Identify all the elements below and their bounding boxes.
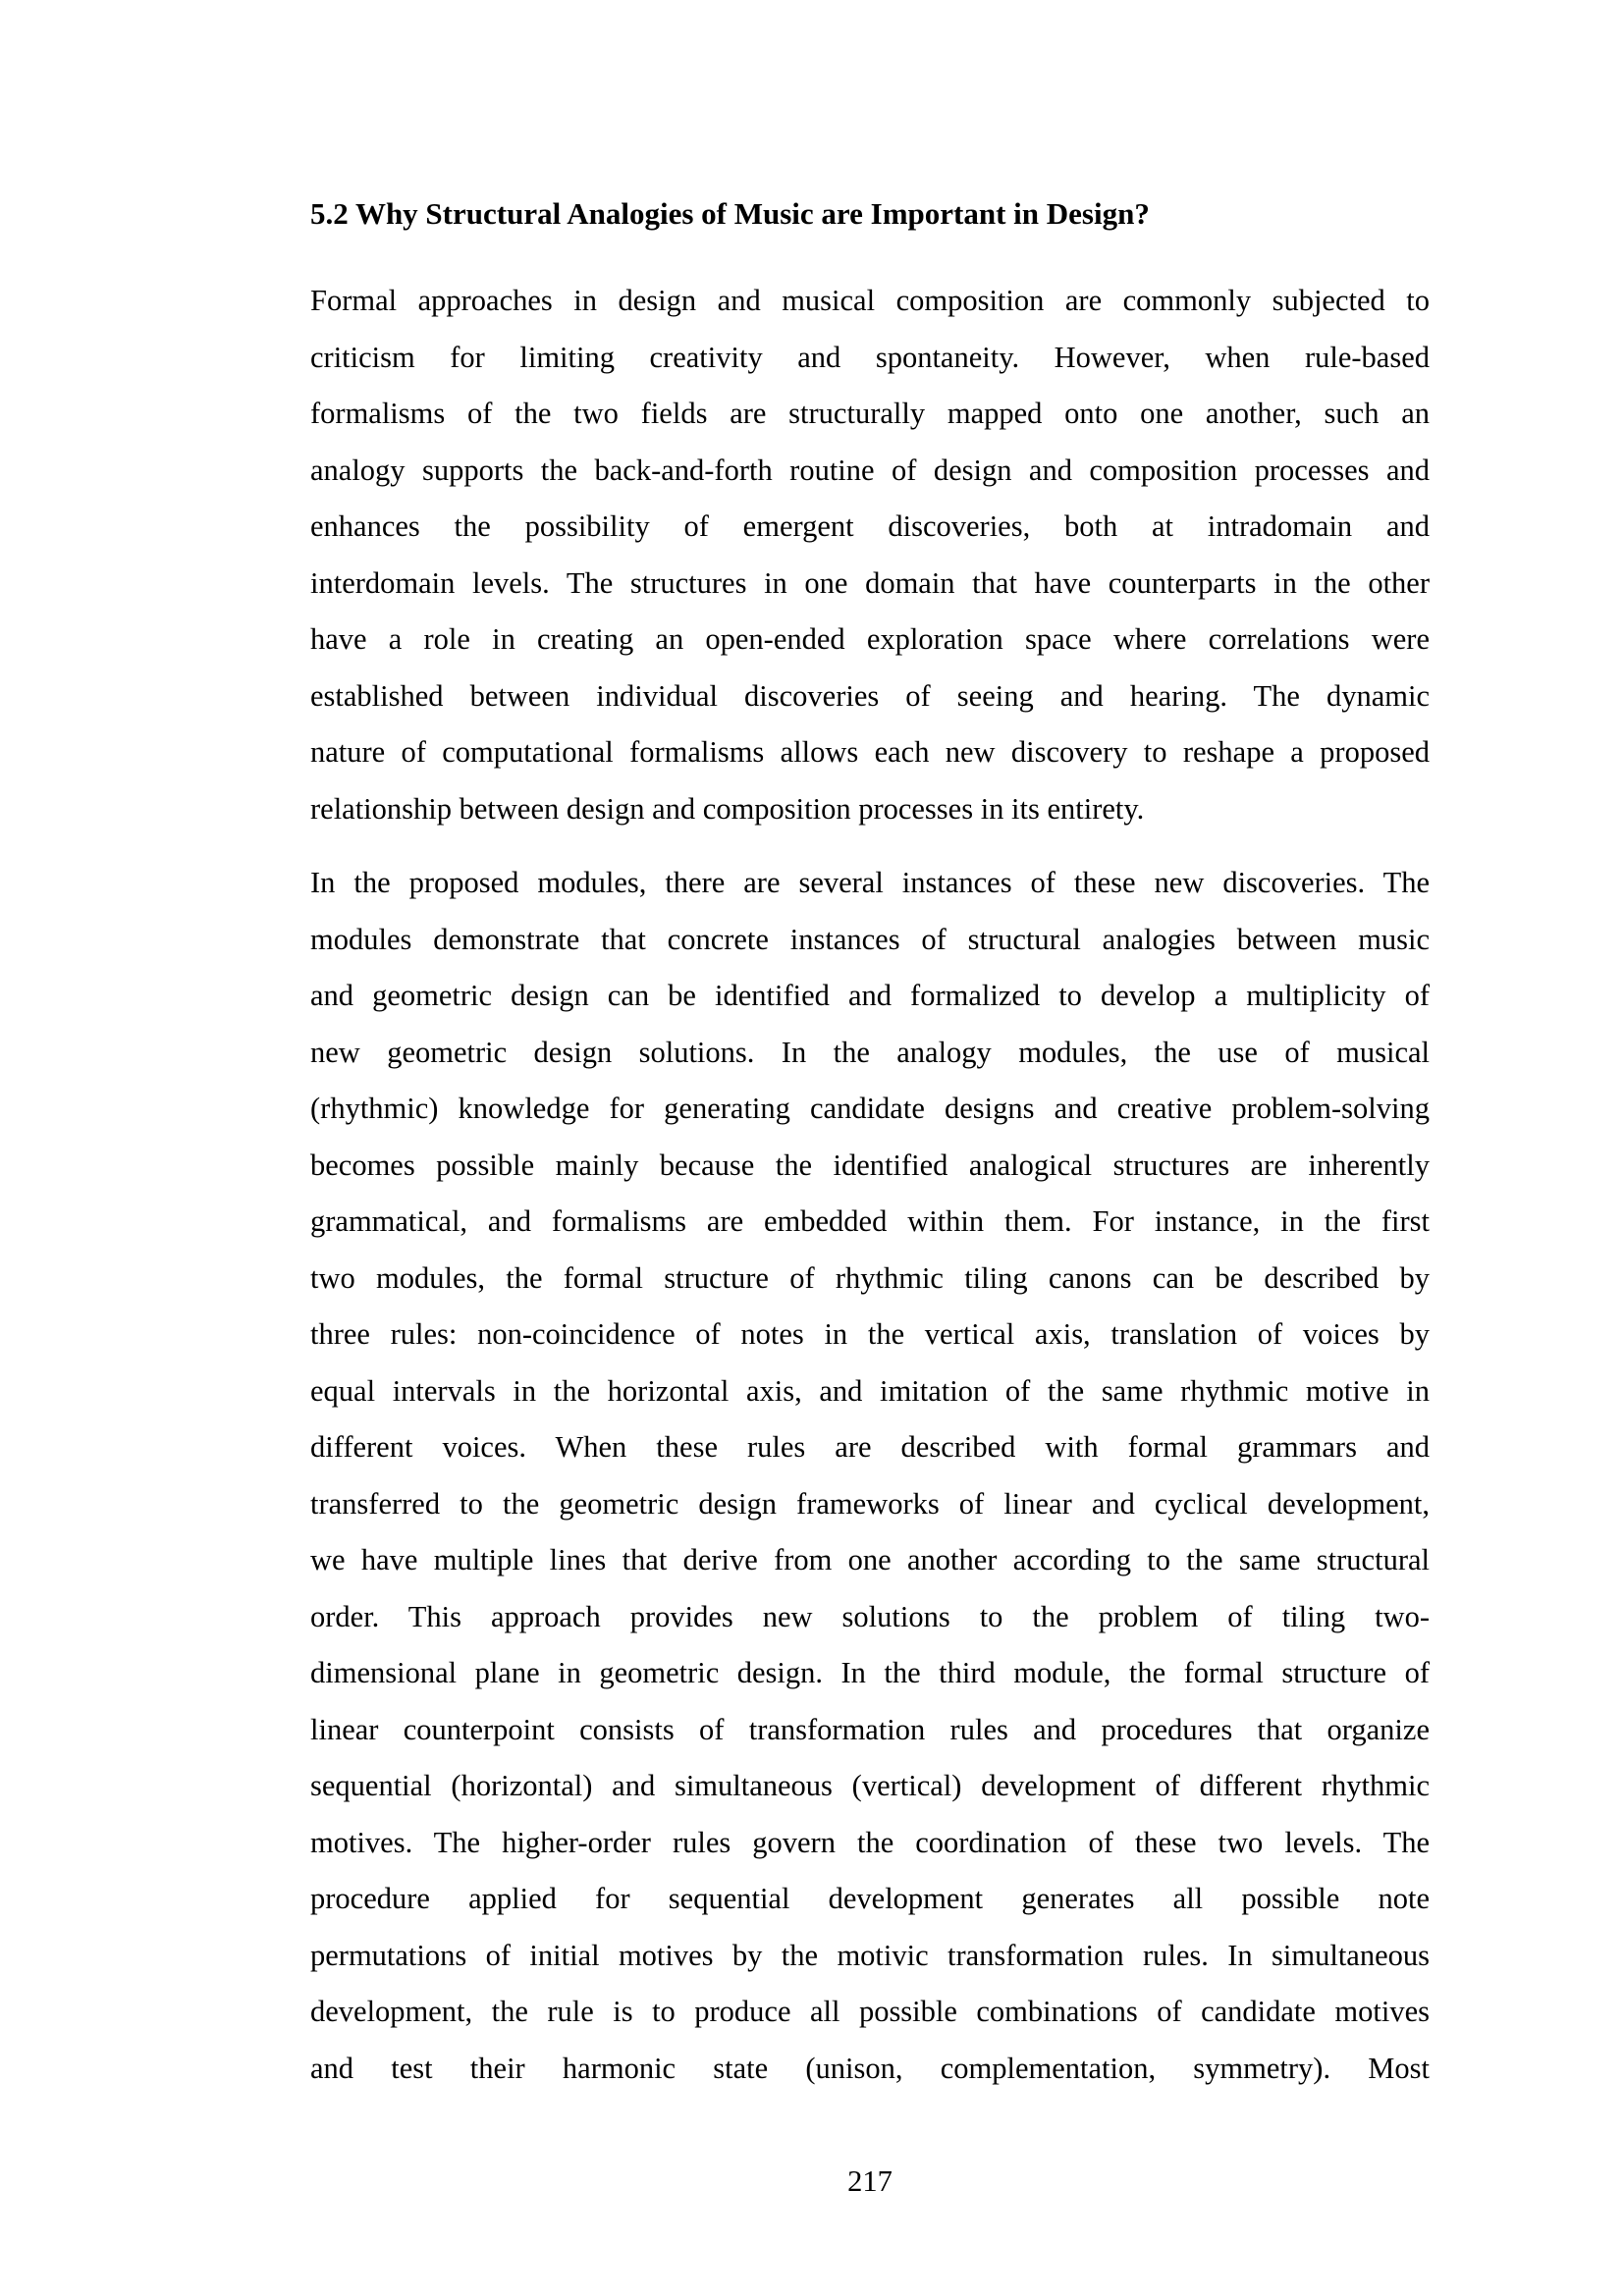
text-line: grammatical, and formalisms are embedded within them. For instance, in the first	[310, 1204, 1430, 1238]
text-line: modules demonstrate that concrete instances of structural analogies between music	[310, 922, 1430, 956]
text-line: criticism for limiting creativity and spontaneity. However, when rule-based	[310, 340, 1430, 374]
text-line: we have multiple lines that derive from one another according to the same structural	[310, 1543, 1430, 1576]
text-line: order. This approach provides new solutions to the problem of tiling two-	[310, 1599, 1430, 1633]
text-line: becomes possible mainly because the identified analogical structures are inherently	[310, 1148, 1430, 1182]
text-line: three rules: non-coincidence of notes in the vertical axis, translation of voices by	[310, 1317, 1430, 1351]
text-line: motives. The higher-order rules govern the coordination of these two levels. The	[310, 1825, 1430, 1859]
text-line: transferred to the geometric design frameworks of linear and cyclical development,	[310, 1486, 1430, 1521]
text-line: interdomain levels. The structures in one domain that have counterparts in the other	[310, 565, 1430, 600]
text-line: equal intervals in the horizontal axis, and imitation of the same rhythmic motive in	[310, 1373, 1430, 1408]
text-line: nature of computational formalisms allows each new discovery to reshape a proposed	[310, 735, 1430, 769]
text-line: have a role in creating an open-ended exploration space where correlations were	[310, 622, 1430, 656]
text-line: (rhythmic) knowledge for generating candidate designs and creative problem-solving	[310, 1092, 1430, 1125]
text-line: formalisms of the two fields are structurally mapped onto one another, such an	[310, 397, 1430, 430]
text-line: established between individual discoveries of seeing and hearing. The dynamic	[310, 678, 1430, 713]
text-line: relationship between design and composition processes in its entirety.	[310, 791, 1145, 826]
text-line: procedure applied for sequential development generates all possible note	[310, 1882, 1430, 1915]
section-heading: 5.2 Why Structural Analogies of Music are Important in Design?	[310, 196, 1150, 231]
text-line: dimensional plane in geometric design. In the third module, the formal structure of	[310, 1656, 1430, 1689]
text-line: and geometric design can be identified and formalized to develop a multiplicity of	[310, 979, 1430, 1012]
text-line: In the proposed modules, there are several instances of these new discoveries. The	[310, 866, 1430, 899]
text-line: Formal approaches in design and musical composition are commonly subjected to	[310, 284, 1430, 317]
text-line: different voices. When these rules are described with formal grammars and	[310, 1430, 1430, 1464]
text-line: permutations of initial motives by the motivic transformation rules. In simultaneous	[310, 1938, 1430, 1972]
paragraph-2	[310, 855, 1430, 2097]
text-line: two modules, the formal structure of rhythmic tiling canons can be described by	[310, 1260, 1430, 1295]
text-line: new geometric design solutions. In the analogy modules, the use of musical	[310, 1035, 1430, 1069]
text-line: enhances the possibility of emergent discoveries, both at intradomain and	[310, 509, 1430, 543]
paragraph-1	[310, 273, 1430, 837]
text-line: and test their harmonic state (unison, complementation, symmetry). Most	[310, 2051, 1430, 2085]
text-line: development, the rule is to produce all possible combinations of candidate motives	[310, 1995, 1430, 2028]
text-line: analogy supports the back-and-forth routine of design and composition processes and	[310, 453, 1430, 487]
page-number: 217	[847, 2164, 893, 2198]
text-line: linear counterpoint consists of transformation rules and procedures that organize	[310, 1712, 1430, 1746]
text-line: sequential (horizontal) and simultaneous (vertical) development of different rhythmic	[310, 1769, 1430, 1802]
